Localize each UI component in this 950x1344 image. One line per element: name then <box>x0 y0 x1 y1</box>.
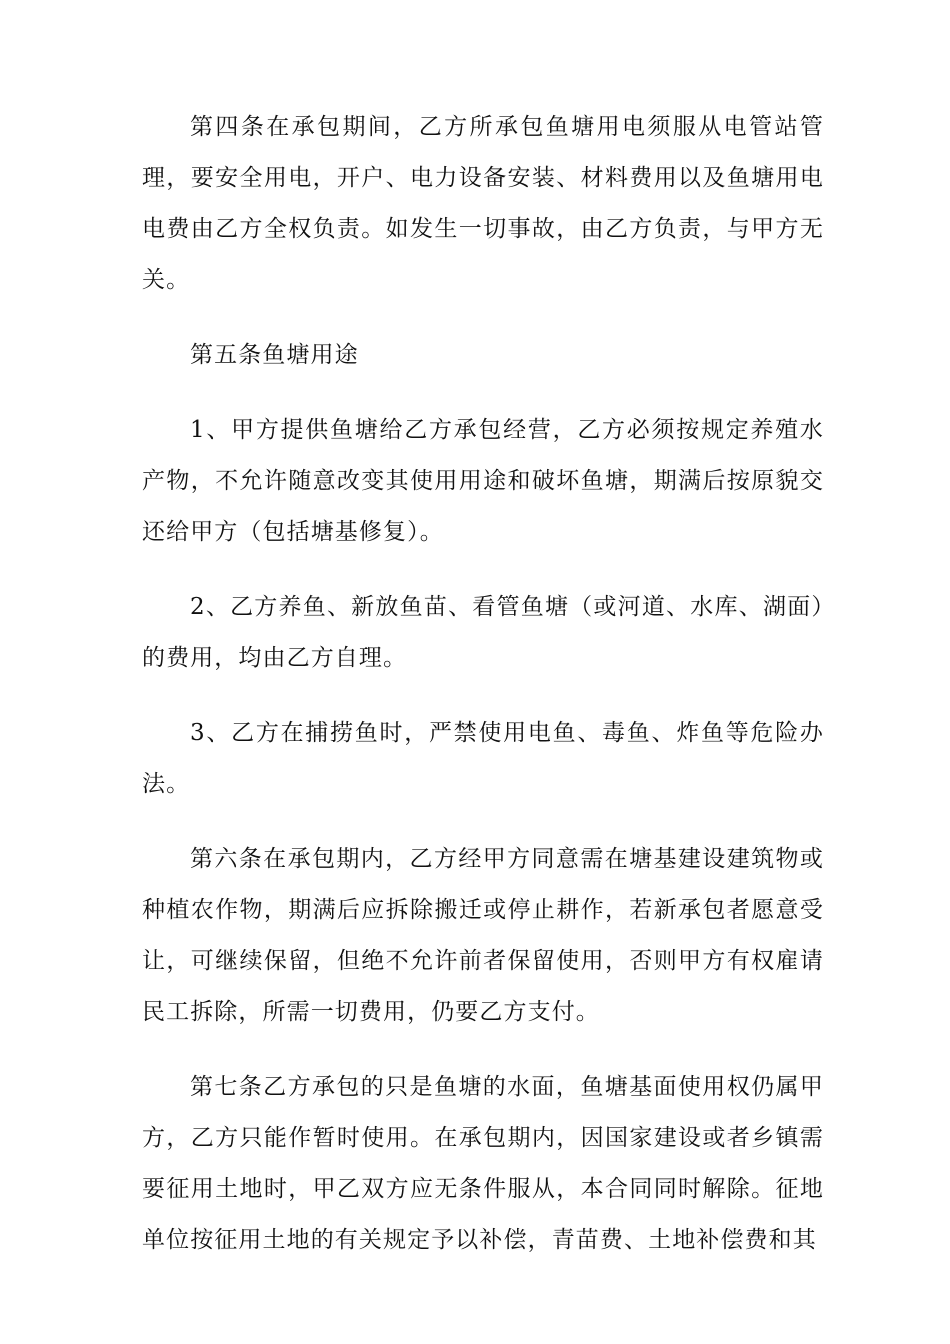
document-body <box>142 102 824 1290</box>
clause-5-heading: 第五条鱼塘用途 <box>190 342 359 368</box>
clause-5-item-1: 1、甲方提供鱼塘给乙方承包经营，乙方必须按规定养殖水产物，不允许随意改变其使用用途和破坏鱼塘，期满后按原貌交还给甲方（包括塘基修复）。 <box>142 417 824 545</box>
clause-7-paragraph: 第七条乙方承包的只是鱼塘的水面，鱼塘基面使用权仍属甲方，乙方只能作暂时使用。在承包期内，因国家建设或者乡镇需要征用土地时，甲乙双方应无条件服从，本合同同时解除。征地单位按征用土地的有关规定予以补偿，青苗费、土地补偿费和其 <box>142 1074 824 1253</box>
clause-6-paragraph: 第六条在承包期内，乙方经甲方同意需在塘基建设建筑物或种植农作物，期满后应拆除搬迁或停止耕作，若新承包者愿意受让，可继续保留，但绝不允许前者保留使用，否则甲方有权雇请民工拆除，所需一切费用，仍要乙方支付。 <box>142 846 824 1025</box>
clause-5-item-2: 2、乙方养鱼、新放鱼苗、看管鱼塘（或河道、水库、湖面）的费用，均由乙方自理。 <box>142 594 824 671</box>
clause-5-item-3: 3、乙方在捕捞鱼时，严禁使用电鱼、毒鱼、炸鱼等危险办法。 <box>142 720 824 797</box>
clause-4-paragraph: 第四条在承包期间，乙方所承包鱼塘用电须服从电管站管理，要安全用电，开户、电力设备安装、材料费用以及鱼塘用电电费由乙方全权负责。如发生一切事故，由乙方负责，与甲方无关。 <box>142 114 824 293</box>
